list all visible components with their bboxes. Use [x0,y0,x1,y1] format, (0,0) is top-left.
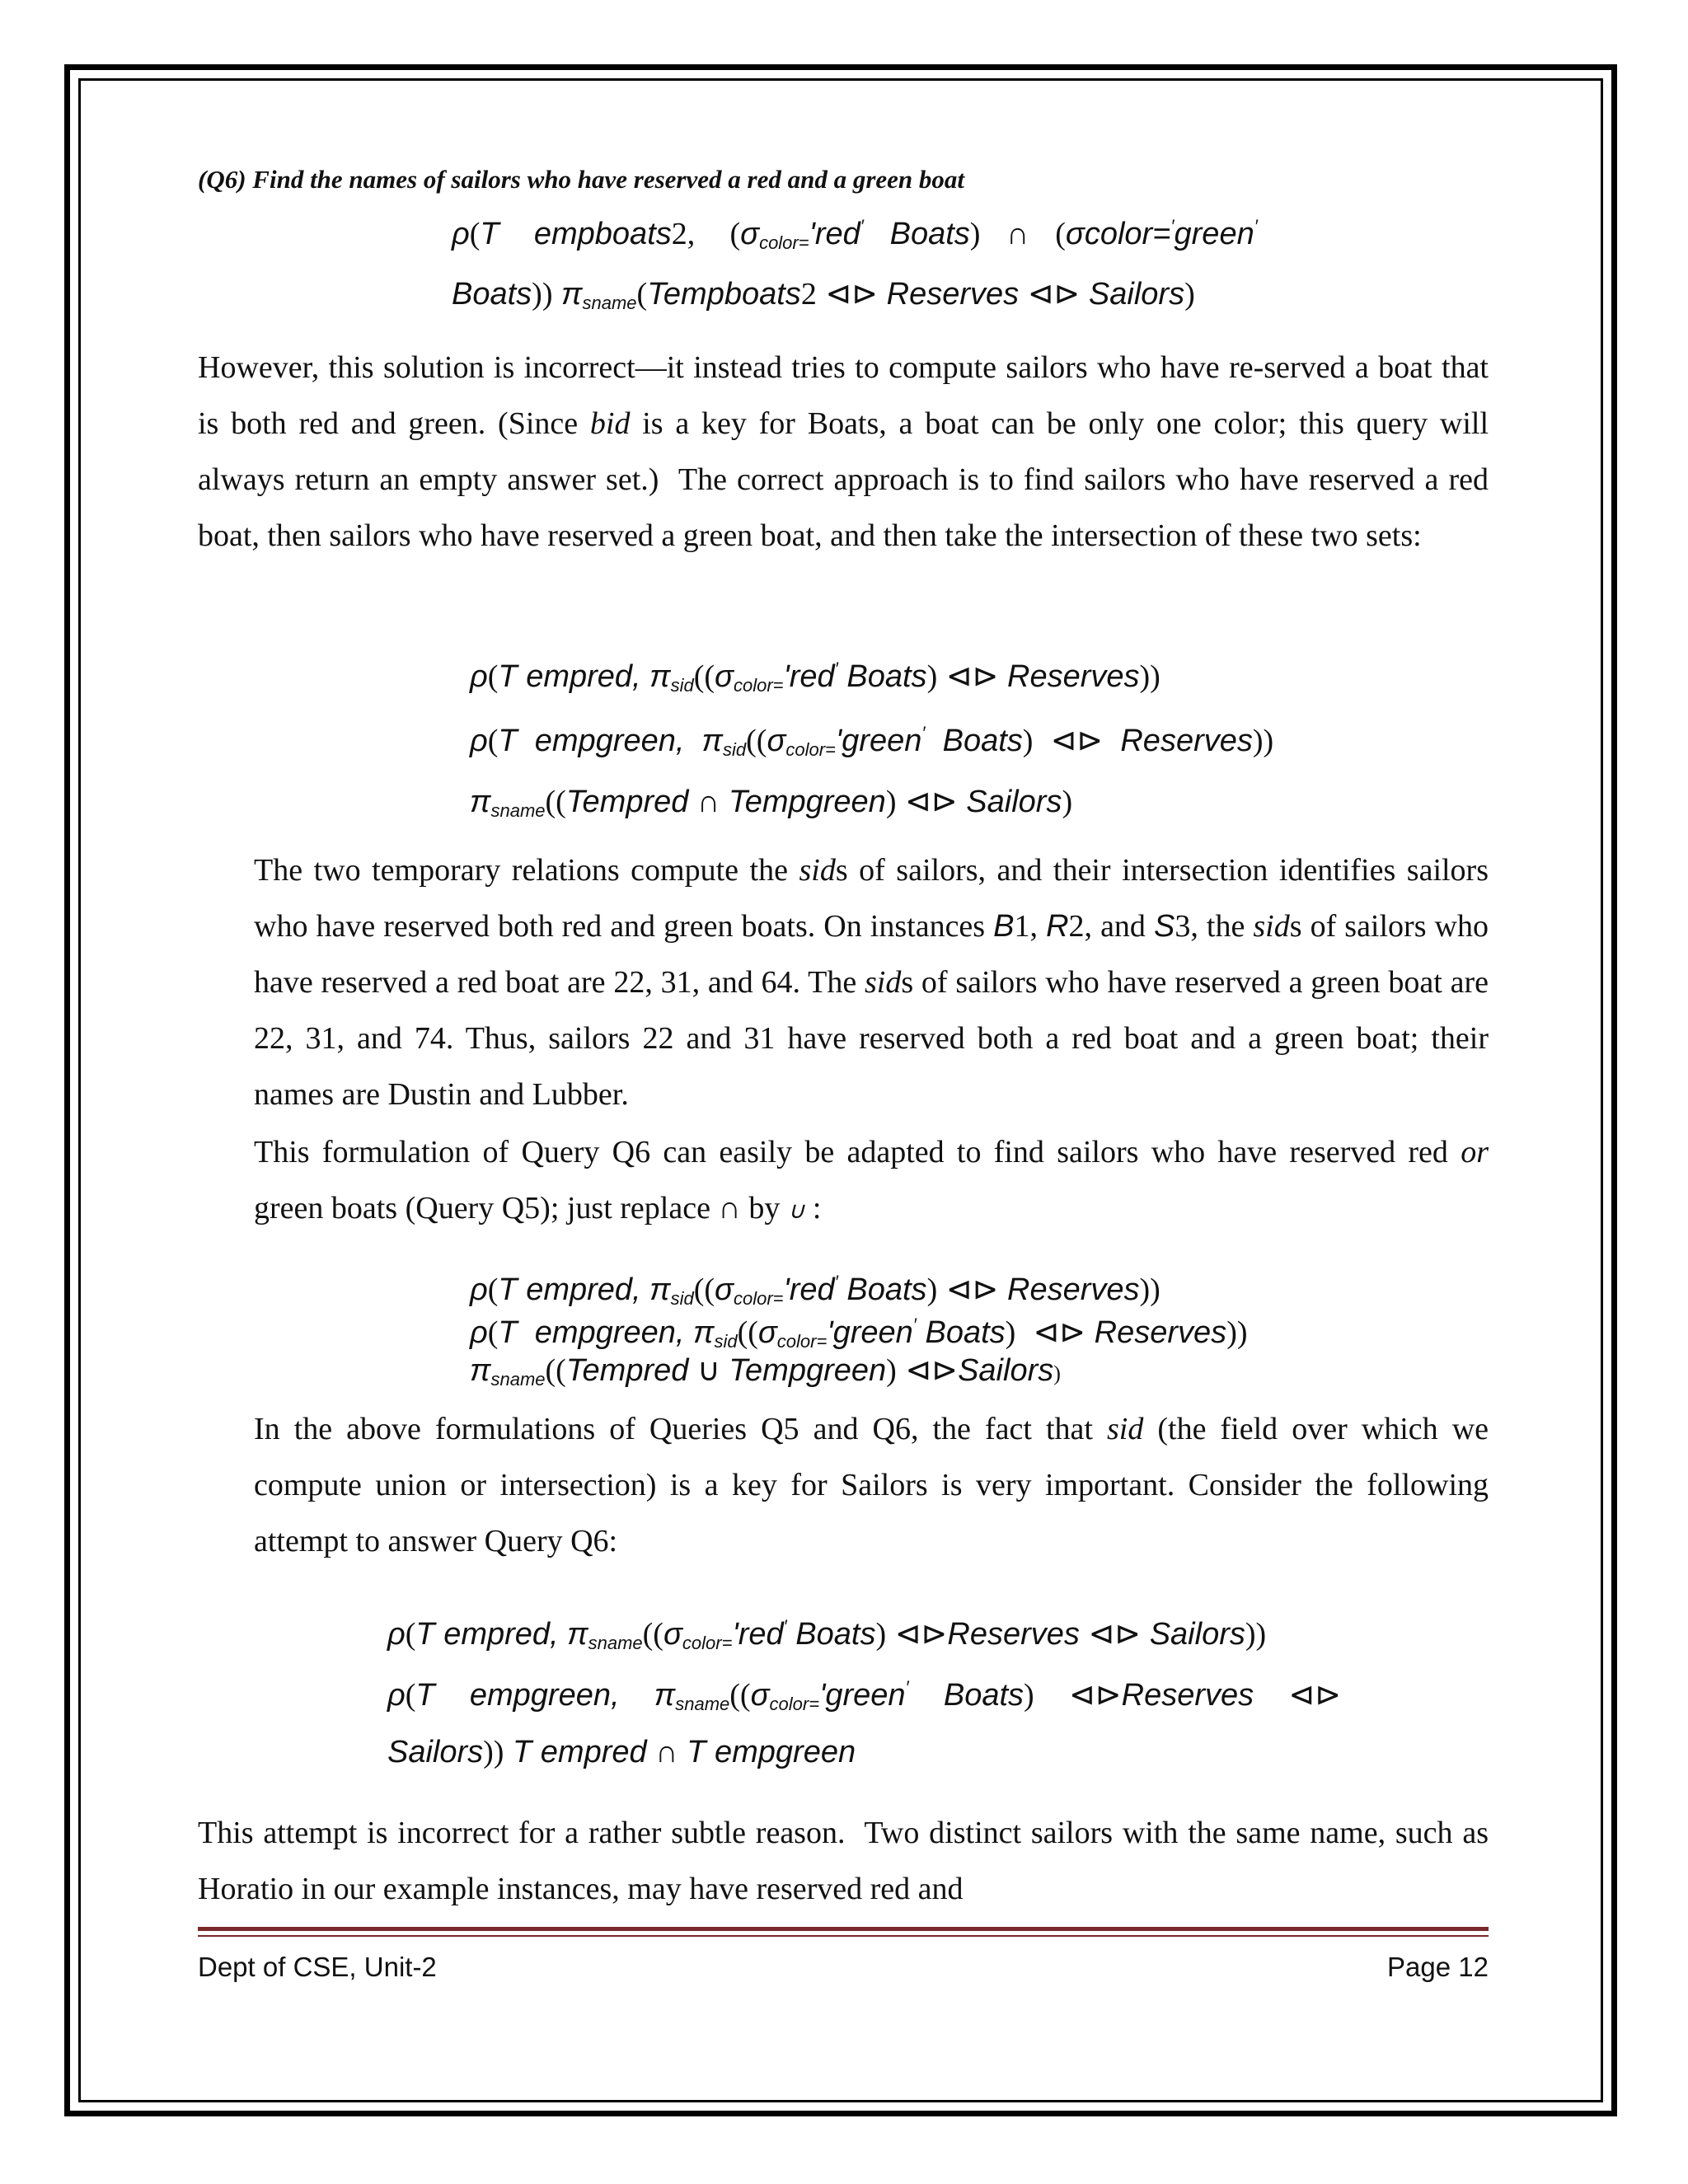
footer-rule-thin [198,1935,1489,1937]
paragraph-2: The two temporary relations compute the sids of sailors, and their intersection identifies sailors who have reserved both red and green boats. On instances B1, R2, and S3, the sids of sailors who have reserved a red boat are 22, 31, and 64. The sids of sailors who have reserved a green boat are 22, 31, and 74. Thus, sailors 22 and 31 have reserved both a red boat and a green boat; their names are Dustin and Lubber. [254,853,1489,1112]
paragraph-5: This attempt is incorrect for a rather subtle reason. Two distinct sailors with the same name, such as Horatio in our example instances, may have reserved red and [198,1816,1489,1906]
formula-2-line-3: $\pi_{sname}((Tempred$ ∩ Tempgreen) ⊲⊳ Sailors) [470,785,1073,821]
footer-page-number: Page 12 [1387,1952,1489,1982]
formula-2-line-1: ρ(T empred, $\pi_{sid}((\sigma_{color=}'red'$ Boats) ⊲⊳ Reserves)) [470,658,1160,696]
paragraph-1: However, this solution is incorrect—it instead tries to compute sailors who have re-served a boat that is both red and green. (Since bid is a key for Boats, a boat can be only one color; this query will always return an empty answer set.) The correct approach is to find sailors who have reserved a red boat, then sailors who have reserved a green boat, and then take the intersection of these two sets: [198,350,1489,553]
formula-3-line-2: ρ(T empgreen, $\pi_{sid}((\sigma_{color=}'green'$ Boats) ⊲⊳ Reserves)) [470,1315,1248,1352]
footer-rule [198,1927,1489,1931]
footer-dept: Dept of CSE, Unit-2 [198,1952,437,1982]
formula-3-line-1: ρ(T empred, $\pi_{sid}((\sigma_{color=}'red'$ Boats) ⊲⊳ Reserves)) [470,1272,1160,1309]
formula-4-line-1: ρ(T empred, $\pi_{sname}((\sigma_{color=}'red'$ Boats) ⊲⊳Reserves ⊲⊳ Sailors)) [387,1616,1267,1653]
formula-1-line-1: ρ(T empboats2, ($\sigma_{color=}'red'$ Boats) ∩ (σcolor=′green′ [452,216,1258,253]
formula-1-line-2: Boats)) $\pi_{sname}(Tempboats2$ ⊲⊳ Reserves ⊲⊳ Sailors) [452,277,1195,313]
question-heading: (Q6) Find the names of sailors who have reserved a red and a green boat [198,165,964,194]
paragraph-4: In the above formulations of Queries Q5 and Q6, the fact that sid (the field over which we compute union or intersection) is a key for Sailors is very important. Consider the following attempt to answer Query Q6: [254,1412,1489,1558]
formula-4-line-3: Sailors)) T empred ∩ T empgreen [387,1735,856,1769]
paragraph-3: This formulation of Query Q6 can easily be adapted to find sailors who have reserved red or green boats (Query Q5); just replace ∩ by ∪ : [254,1135,1489,1226]
formula-4-line-2: ρ(T empgreen, $\pi_{sname}((\sigma_{color=}'green'$ Boats) ⊲⊳Reserves ⊲⊳ [387,1677,1342,1714]
formula-3-line-3: $\pi_{sname}((Tempred$ ∪ Tempgreen) ⊲⊳Sailors) [470,1353,1061,1390]
formula-2-line-2: ρ(T empgreen, $\pi_{sid}((\sigma_{color=}'green'$ Boats) ⊲⊳ Reserves)) [470,723,1274,760]
